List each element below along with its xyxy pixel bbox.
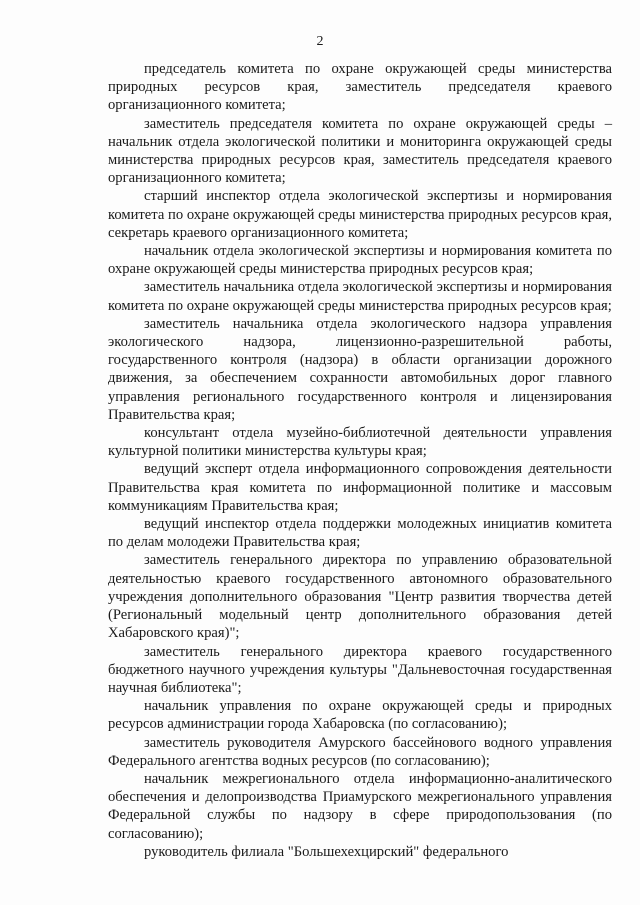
paragraph: консультант отдела музейно-библиотечной деятельности управления культурной политики министерства культуры края;	[108, 425, 612, 460]
paragraph: ведущий инспектор отдела поддержки молодежных инициатив комитета по делам молодежи Правительства края;	[108, 516, 612, 551]
document-body	[108, 60, 612, 861]
paragraph: председатель комитета по охране окружающей среды министерства природных ресурсов края, заместитель председателя краевого организационного комитета;	[108, 61, 612, 114]
page-number: 2	[316, 34, 324, 49]
paragraph: заместитель генерального директора краевого государственного бюджетного научного учреждения культуры "Дальневосточная государственная научная библиотека";	[108, 643, 612, 696]
paragraph: начальник межрегионального отдела информационно-аналитического обеспечения и делопроизводства Приамурского межрегионального управления Федеральной службы по надзору в сфере природопользования (по согласованию);	[108, 770, 612, 842]
paragraph: заместитель председателя комитета по охране окружающей среды – начальник отдела экологической политики и мониторинга окружающей среды министерства природных ресурсов края, заместитель председателя краевого организационного комитета;	[108, 115, 612, 187]
paragraph: старший инспектор отдела экологической экспертизы и нормирования комитета по охране окружающей среды министерства природных ресурсов края, секретарь краевого организационного комитета;	[108, 188, 612, 241]
paragraph: заместитель руководителя Амурского бассейнового водного управления Федерального агентства водных ресурсов (по согласованию);	[108, 734, 612, 769]
paragraph: руководитель филиала "Большехехцирский" федерального	[144, 843, 509, 860]
paragraph: заместитель генерального директора по управлению образовательной деятельностью краевого государственного автономного образовательного учреждения дополнительного образования "Центр развития творчества детей (Региональный модельный центр дополнительного образования детей Хабаровского края)";	[108, 552, 612, 642]
paragraph: начальник управления по охране окружающей среды и природных ресурсов администрации города Хабаровска (по согласованию);	[108, 698, 612, 733]
paragraph: заместитель начальника отдела экологической экспертизы и нормирования комитета по охране окружающей среды министерства природных ресурсов края;	[108, 279, 612, 314]
paragraph: начальник отдела экологической экспертизы и нормирования комитета по охране окружающей среды министерства природных ресурсов края;	[108, 243, 612, 278]
paragraph: заместитель начальника отдела экологического надзора управления экологического надзора, лицензионно-разрешительной работы, государственного контроля (надзора) в области организации дорожного движения, за обеспечением сохранности автомобильных дорог главного управления регионального государственного контроля и лицензирования Правительства края;	[108, 315, 612, 423]
paragraph: ведущий эксперт отдела информационного сопровождения деятельности Правительства края комитета по информационной политике и массовым коммуникациям Правительства края;	[108, 461, 612, 514]
